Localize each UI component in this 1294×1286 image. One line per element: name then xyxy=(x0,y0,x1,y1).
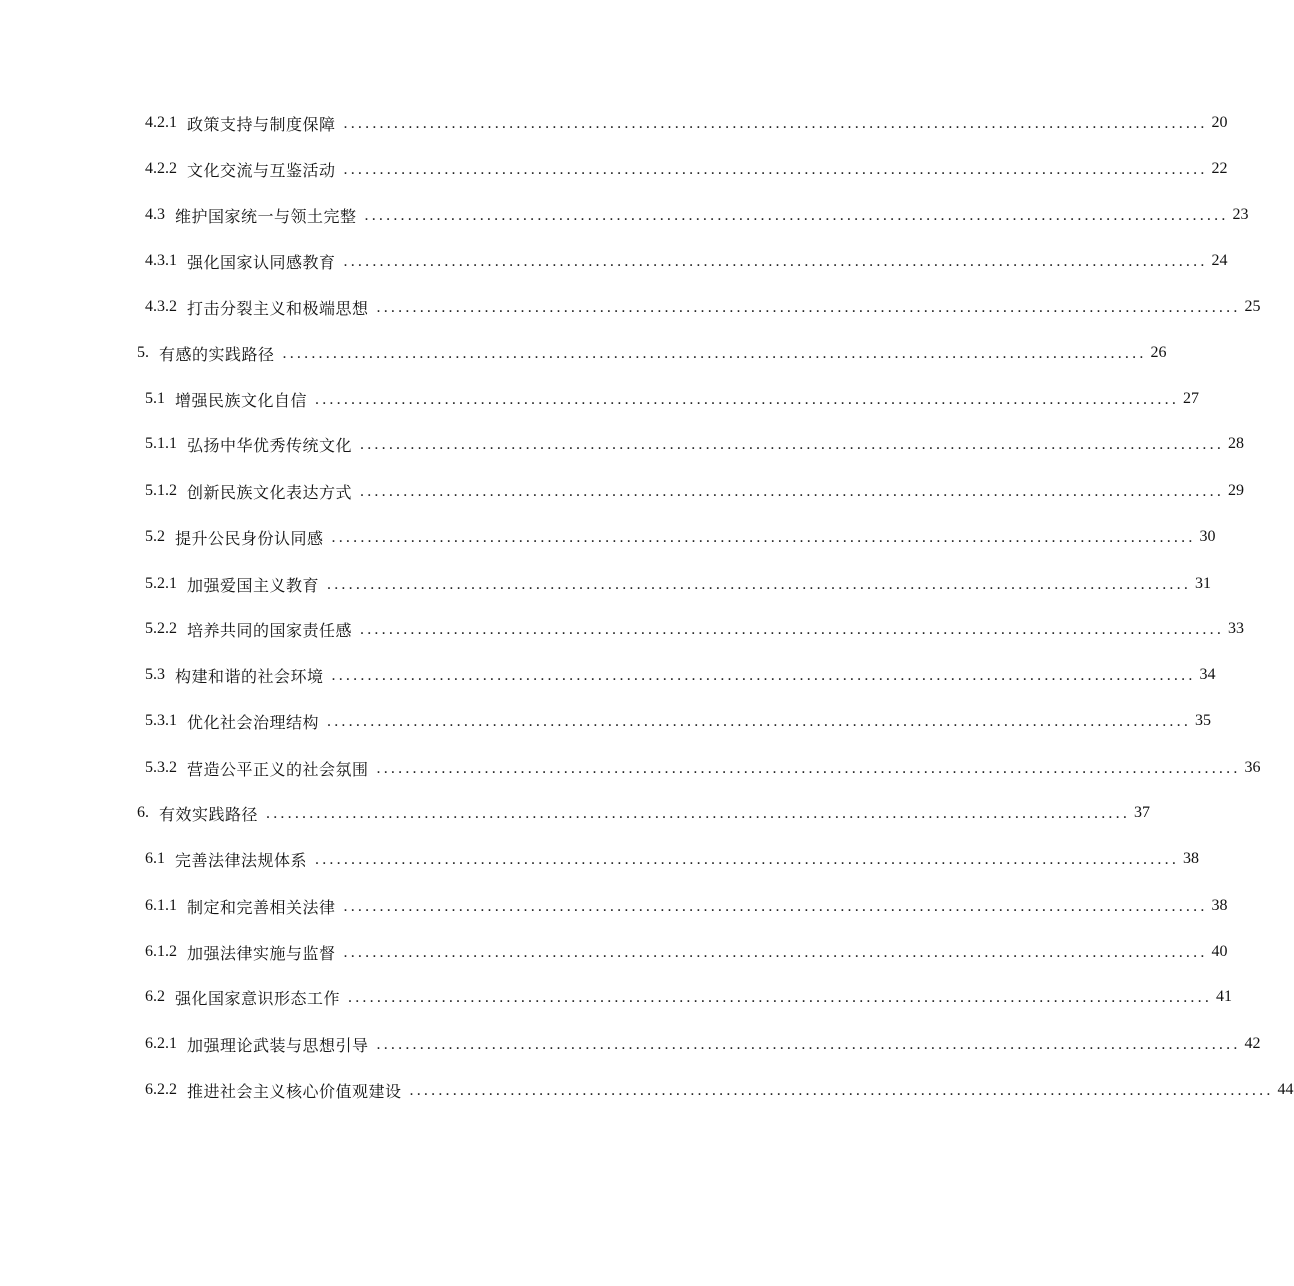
toc-entry xyxy=(145,477,1245,505)
toc-entry-title: 加强爱国主义教育 xyxy=(187,575,320,595)
toc-dot-leader: ........................................................................................................................ xyxy=(343,253,1208,270)
toc-dot-leader: ........................................................................................................................ xyxy=(360,436,1225,453)
toc-dot-leader: ........................................................................................................................ xyxy=(331,667,1196,684)
toc-entry-page: 30 xyxy=(1199,528,1216,545)
toc-entry-number: 6. xyxy=(137,804,149,821)
toc-entry xyxy=(145,892,1228,920)
toc-entry-page: 40 xyxy=(1211,943,1228,960)
toc-entry xyxy=(145,615,1245,643)
toc-entry-title: 推进社会主义核心价值观建设 xyxy=(187,1081,402,1101)
toc-entry-number: 5.1.2 xyxy=(145,482,177,499)
toc-entry-page: 31 xyxy=(1195,575,1212,592)
toc-entry-page: 29 xyxy=(1228,482,1245,499)
toc-entry-number: 5.1 xyxy=(145,390,165,407)
toc-dot-leader: ........................................................................................................................ xyxy=(343,161,1208,178)
toc-entry xyxy=(145,1076,1294,1104)
toc-entry-number: 5.2 xyxy=(145,528,165,545)
toc-entry-title: 维护国家统一与领土完整 xyxy=(175,206,357,226)
toc-entry-page: 24 xyxy=(1211,252,1228,269)
toc-dot-leader: ........................................................................................................................ xyxy=(282,345,1147,362)
toc-entry-title: 打击分裂主义和极端思想 xyxy=(187,298,369,318)
toc-entry xyxy=(145,661,1216,689)
toc-entry-title: 有效实践路径 xyxy=(159,804,259,824)
toc-entry-number: 4.3.2 xyxy=(145,298,177,315)
toc-dot-leader: ........................................................................................................................ xyxy=(343,898,1208,915)
toc-dot-leader: ........................................................................................................................ xyxy=(348,989,1213,1006)
toc-entry-title: 提升公民身份认同感 xyxy=(175,528,324,548)
toc-entry xyxy=(145,155,1228,183)
toc-entry-number: 5.2.1 xyxy=(145,575,177,592)
toc-entry-title: 营造公平正义的社会氛围 xyxy=(187,759,369,779)
toc-entry-page: 42 xyxy=(1244,1035,1261,1052)
toc-entry-page: 27 xyxy=(1183,390,1200,407)
toc-entry xyxy=(145,385,1200,413)
toc-dot-leader: ........................................................................................................................ xyxy=(360,483,1225,500)
toc-dot-leader: ........................................................................................................................ xyxy=(343,944,1208,961)
toc-entry xyxy=(137,339,1167,367)
toc-entry-number: 4.3 xyxy=(145,206,165,223)
toc-entry-title: 培养共同的国家责任感 xyxy=(187,620,353,640)
toc-dot-leader: ........................................................................................................................ xyxy=(376,1036,1241,1053)
toc-dot-leader: ........................................................................................................................ xyxy=(343,115,1208,132)
toc-entry-page: 25 xyxy=(1244,298,1261,315)
toc-dot-leader: ........................................................................................................................ xyxy=(409,1082,1274,1099)
toc-entry-title: 加强法律实施与监督 xyxy=(187,943,336,963)
toc-entry-title: 构建和谐的社会环境 xyxy=(175,666,324,686)
toc-entry-title: 强化国家认同感教育 xyxy=(187,252,336,272)
toc-entry-number: 6.2 xyxy=(145,988,165,1005)
toc-entry xyxy=(145,570,1212,598)
toc-entry-number: 4.2.1 xyxy=(145,114,177,131)
toc-entry-page: 41 xyxy=(1216,988,1233,1005)
toc-entry xyxy=(137,799,1151,827)
toc-entry xyxy=(145,1030,1261,1058)
toc-entry-number: 5.3.2 xyxy=(145,759,177,776)
toc-entry-page: 38 xyxy=(1211,897,1228,914)
toc-entry xyxy=(145,523,1216,551)
toc-entry-number: 6.2.2 xyxy=(145,1081,177,1098)
toc-entry-title: 强化国家意识形态工作 xyxy=(175,988,341,1008)
toc-dot-leader: ........................................................................................................................ xyxy=(327,576,1192,593)
toc-entry-number: 5.3.1 xyxy=(145,712,177,729)
toc-dot-leader: ........................................................................................................................ xyxy=(364,207,1229,224)
toc-entry-number: 4.3.1 xyxy=(145,252,177,269)
toc-entry-title: 文化交流与互鉴活动 xyxy=(187,160,336,180)
toc-entry-title: 增强民族文化自信 xyxy=(175,390,308,410)
toc-entry-number: 5. xyxy=(137,344,149,361)
toc-entry-page: 38 xyxy=(1183,850,1200,867)
toc-dot-leader: ........................................................................................................................ xyxy=(315,391,1180,408)
toc-entry-number: 5.1.1 xyxy=(145,435,177,452)
toc-entry xyxy=(145,201,1249,229)
toc-entry-number: 5.3 xyxy=(145,666,165,683)
toc-dot-leader: ........................................................................................................................ xyxy=(315,851,1180,868)
toc-entry-number: 4.2.2 xyxy=(145,160,177,177)
toc-entry-page: 37 xyxy=(1134,804,1151,821)
toc-entry-page: 22 xyxy=(1211,160,1228,177)
toc-entry-number: 6.1.1 xyxy=(145,897,177,914)
toc-entry xyxy=(145,293,1261,321)
toc-dot-leader: ........................................................................................................................ xyxy=(376,760,1241,777)
toc-entry-page: 33 xyxy=(1228,620,1245,637)
toc-dot-leader: ........................................................................................................................ xyxy=(266,805,1131,822)
toc-dot-leader: ........................................................................................................................ xyxy=(376,299,1241,316)
toc-entry-page: 35 xyxy=(1195,712,1212,729)
toc-entry-title: 政策支持与制度保障 xyxy=(187,114,336,134)
toc-entry xyxy=(145,109,1228,137)
toc-entry-page: 28 xyxy=(1228,435,1245,452)
toc-entry-title: 弘扬中华优秀传统文化 xyxy=(187,435,353,455)
toc-dot-leader: ........................................................................................................................ xyxy=(360,621,1225,638)
toc-entry-page: 36 xyxy=(1244,759,1261,776)
toc-entry-title: 有感的实践路径 xyxy=(159,344,275,364)
toc-entry xyxy=(145,247,1228,275)
toc-dot-leader: ........................................................................................................................ xyxy=(331,529,1196,546)
toc-entry-page: 34 xyxy=(1199,666,1216,683)
toc-entry xyxy=(145,983,1233,1011)
toc-entry xyxy=(145,707,1212,735)
toc-entry-number: 6.1 xyxy=(145,850,165,867)
toc-entry xyxy=(145,754,1261,782)
toc-entry-number: 6.1.2 xyxy=(145,943,177,960)
toc-entry-number: 5.2.2 xyxy=(145,620,177,637)
toc-entry-page: 26 xyxy=(1150,344,1167,361)
toc-entry xyxy=(145,430,1245,458)
toc-dot-leader: ........................................................................................................................ xyxy=(327,713,1192,730)
toc-entry-number: 6.2.1 xyxy=(145,1035,177,1052)
toc-entry-title: 制定和完善相关法律 xyxy=(187,897,336,917)
toc-entry-page: 20 xyxy=(1211,114,1228,131)
toc-entry-title: 加强理论武装与思想引导 xyxy=(187,1035,369,1055)
toc-entry-page: 23 xyxy=(1232,206,1249,223)
toc-entry xyxy=(145,845,1200,873)
toc-entry-title: 优化社会治理结构 xyxy=(187,712,320,732)
toc-entry xyxy=(145,938,1228,966)
toc-entry-title: 创新民族文化表达方式 xyxy=(187,482,353,502)
toc-entry-page: 44 xyxy=(1277,1081,1294,1098)
toc-entry-title: 完善法律法规体系 xyxy=(175,850,308,870)
